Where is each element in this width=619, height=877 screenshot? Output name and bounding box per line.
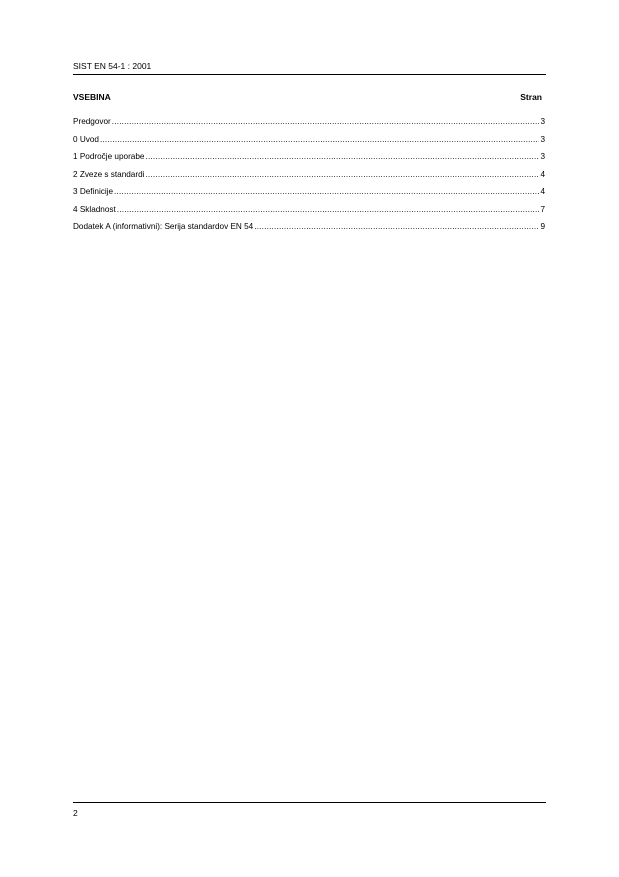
toc-entry-title: 3 Definicije	[73, 187, 114, 196]
toc-page-column-label: Stran	[520, 92, 542, 102]
toc-entry-uvod[interactable]	[73, 134, 545, 152]
toc-dot-leader	[145, 151, 539, 163]
toc-entry-podrocje-uporabe[interactable]	[73, 151, 545, 169]
header-divider	[73, 74, 546, 75]
toc-entry-title: Predgovor	[73, 117, 111, 126]
toc-entry-page: 7	[540, 204, 545, 214]
toc-dot-leader	[117, 204, 540, 216]
toc-dot-leader	[112, 116, 540, 128]
toc-entry-dodatek-a[interactable]	[73, 221, 545, 239]
toc-entry-page: 9	[540, 222, 545, 231]
toc-entry-title: Dodatek A (informativni): Serija standardov EN 54	[73, 222, 254, 231]
toc-entry-title: 4 Skladnost	[73, 204, 116, 214]
toc-entry-definicije[interactable]	[73, 186, 545, 204]
toc-entry-page: 3	[540, 152, 545, 161]
toc-entry-title: 0 Uvod	[73, 134, 99, 144]
toc-dot-leader	[100, 134, 539, 146]
toc-entry-page: 4	[540, 169, 545, 179]
toc-entry-page: 4	[540, 187, 545, 196]
toc-heading: VSEBINA	[73, 92, 111, 102]
footer-divider	[73, 802, 546, 803]
toc-entry-title: 1 Področje uporabe	[73, 152, 145, 161]
toc-dot-leader	[114, 186, 539, 198]
toc-heading-row	[73, 91, 542, 103]
toc-entry-title: 2 Zveze s standardi	[73, 169, 145, 179]
toc-entry-skladnost[interactable]	[73, 204, 545, 222]
toc-entry-zveze-s-standardi[interactable]	[73, 169, 545, 187]
toc-dot-leader	[254, 221, 539, 233]
document-header: SIST EN 54-1 : 2001	[73, 61, 152, 71]
page-number: 2	[73, 808, 78, 818]
table-of-contents	[73, 116, 545, 239]
toc-entry-page: 3	[540, 134, 545, 144]
toc-entry-page: 3	[540, 117, 545, 126]
toc-dot-leader	[145, 169, 539, 181]
toc-entry-predgovor[interactable]	[73, 116, 545, 134]
